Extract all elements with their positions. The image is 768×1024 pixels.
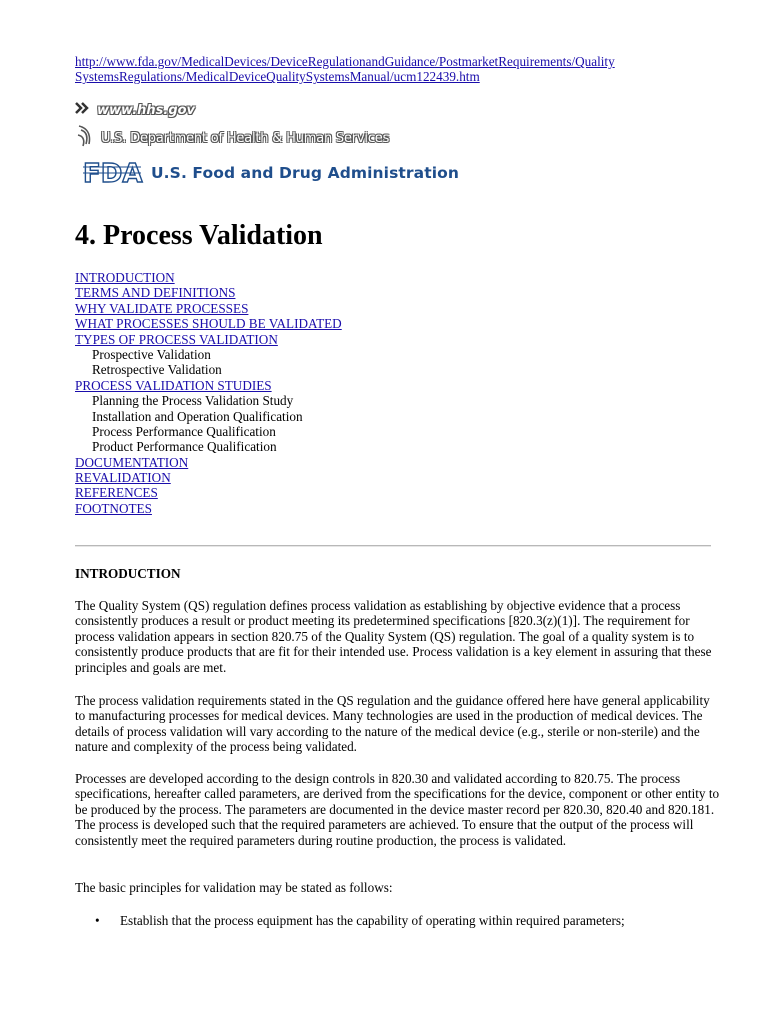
- bullet-icon: •: [95, 913, 100, 928]
- toc-why-validate[interactable]: WHY VALIDATE PROCESSES: [75, 300, 249, 316]
- toc-terms-and-definitions[interactable]: TERMS AND DEFINITIONS: [75, 285, 236, 301]
- hhs-department-banner: [75, 124, 389, 152]
- toc-validation-studies[interactable]: PROCESS VALIDATION STUDIES: [75, 377, 272, 393]
- toc-revalidation[interactable]: REVALIDATION: [75, 470, 171, 486]
- introduction-heading: INTRODUCTION: [75, 566, 181, 581]
- intro-paragraph-3: Processes are developed according to the design controls in 820.30 and validated according to 820.75. The process specifications, hereafter called parameters, are derived from the specifications for the device, component or other entity to be produced by the process. The parameters are documented in the device master record per 820.30, 820.40 and 820.181. The process is developed such that the required parameters are achieved. To ensure that the output of the process will consistently meet the required parameters during routine production, the process is validated.: [75, 771, 720, 848]
- page-title: 4. Process Validation: [75, 220, 323, 251]
- horizontal-divider: [75, 545, 711, 547]
- hhs-url[interactable]: www.hhs.gov: [97, 102, 196, 118]
- toc-product-performance: Product Performance Qualification: [92, 439, 277, 455]
- table-of-contents: [75, 270, 725, 516]
- svg-text:FDA: FDA: [83, 159, 143, 186]
- toc-introduction[interactable]: INTRODUCTION: [75, 270, 175, 285]
- source-url[interactable]: [75, 54, 725, 85]
- toc-prospective: Prospective Validation: [92, 346, 211, 362]
- department-name: U.S. Department of Health & Human Services: [101, 130, 390, 146]
- intro-paragraph-4: The basic principles for validation may be stated as follows:: [75, 880, 393, 895]
- source-url-line-2[interactable]: SystemsRegulations/MedicalDeviceQualitySystemsManual/ucm122439.htm: [75, 69, 480, 85]
- list-item: [95, 913, 625, 928]
- toc-footnotes[interactable]: FOOTNOTES: [75, 500, 152, 516]
- fda-logo-banner: [83, 158, 459, 189]
- double-chevron-icon: [75, 102, 91, 118]
- toc-planning: Planning the Process Validation Study: [92, 393, 294, 409]
- intro-paragraph-1: The Quality System (QS) regulation defines process validation as establishing by objective evidence that a process consistently produces a result or product meeting its predetermined specifications [820.3(z)(1)]. The requirement for process validation appears in section 820.75 of the Quality System (QS) regulation. The goal of a quality system is to consistently produce products that are fit for their intended use. Process validation is a key element in assuring that these principles and goals are met.: [75, 598, 712, 675]
- hhs-link[interactable]: [75, 102, 195, 118]
- source-url-line-1[interactable]: http://www.fda.gov/MedicalDevices/DeviceRegulationandGuidance/PostmarketRequirements/Quality: [75, 54, 615, 69]
- intro-paragraph-2: The process validation requirements stated in the QS regulation and the guidance offered here have general applicability to manufacturing processes for medical devices. Many technologies are used in the production of medical devices. The details of process validation will vary according to the nature of the medical device (e.g., sterile or non-sterile) and the nature and complexity of the process being validated.: [75, 693, 710, 755]
- toc-process-performance: Process Performance Qualification: [92, 423, 276, 439]
- fda-logo: [83, 158, 145, 189]
- toc-types-of-validation[interactable]: TYPES OF PROCESS VALIDATION: [75, 331, 278, 347]
- toc-what-processes[interactable]: WHAT PROCESSES SHOULD BE VALIDATED: [75, 316, 342, 332]
- toc-retrospective: Retrospective Validation: [92, 362, 222, 378]
- toc-installation: Installation and Operation Qualification: [92, 408, 303, 424]
- hhs-eagle-icon: [75, 124, 95, 152]
- toc-documentation[interactable]: DOCUMENTATION: [75, 454, 189, 470]
- fda-name: U.S. Food and Drug Administration: [151, 164, 460, 182]
- toc-references[interactable]: REFERENCES: [75, 485, 158, 501]
- bullet-text: Establish that the process equipment has the capability of operating within required parameters;: [120, 913, 625, 928]
